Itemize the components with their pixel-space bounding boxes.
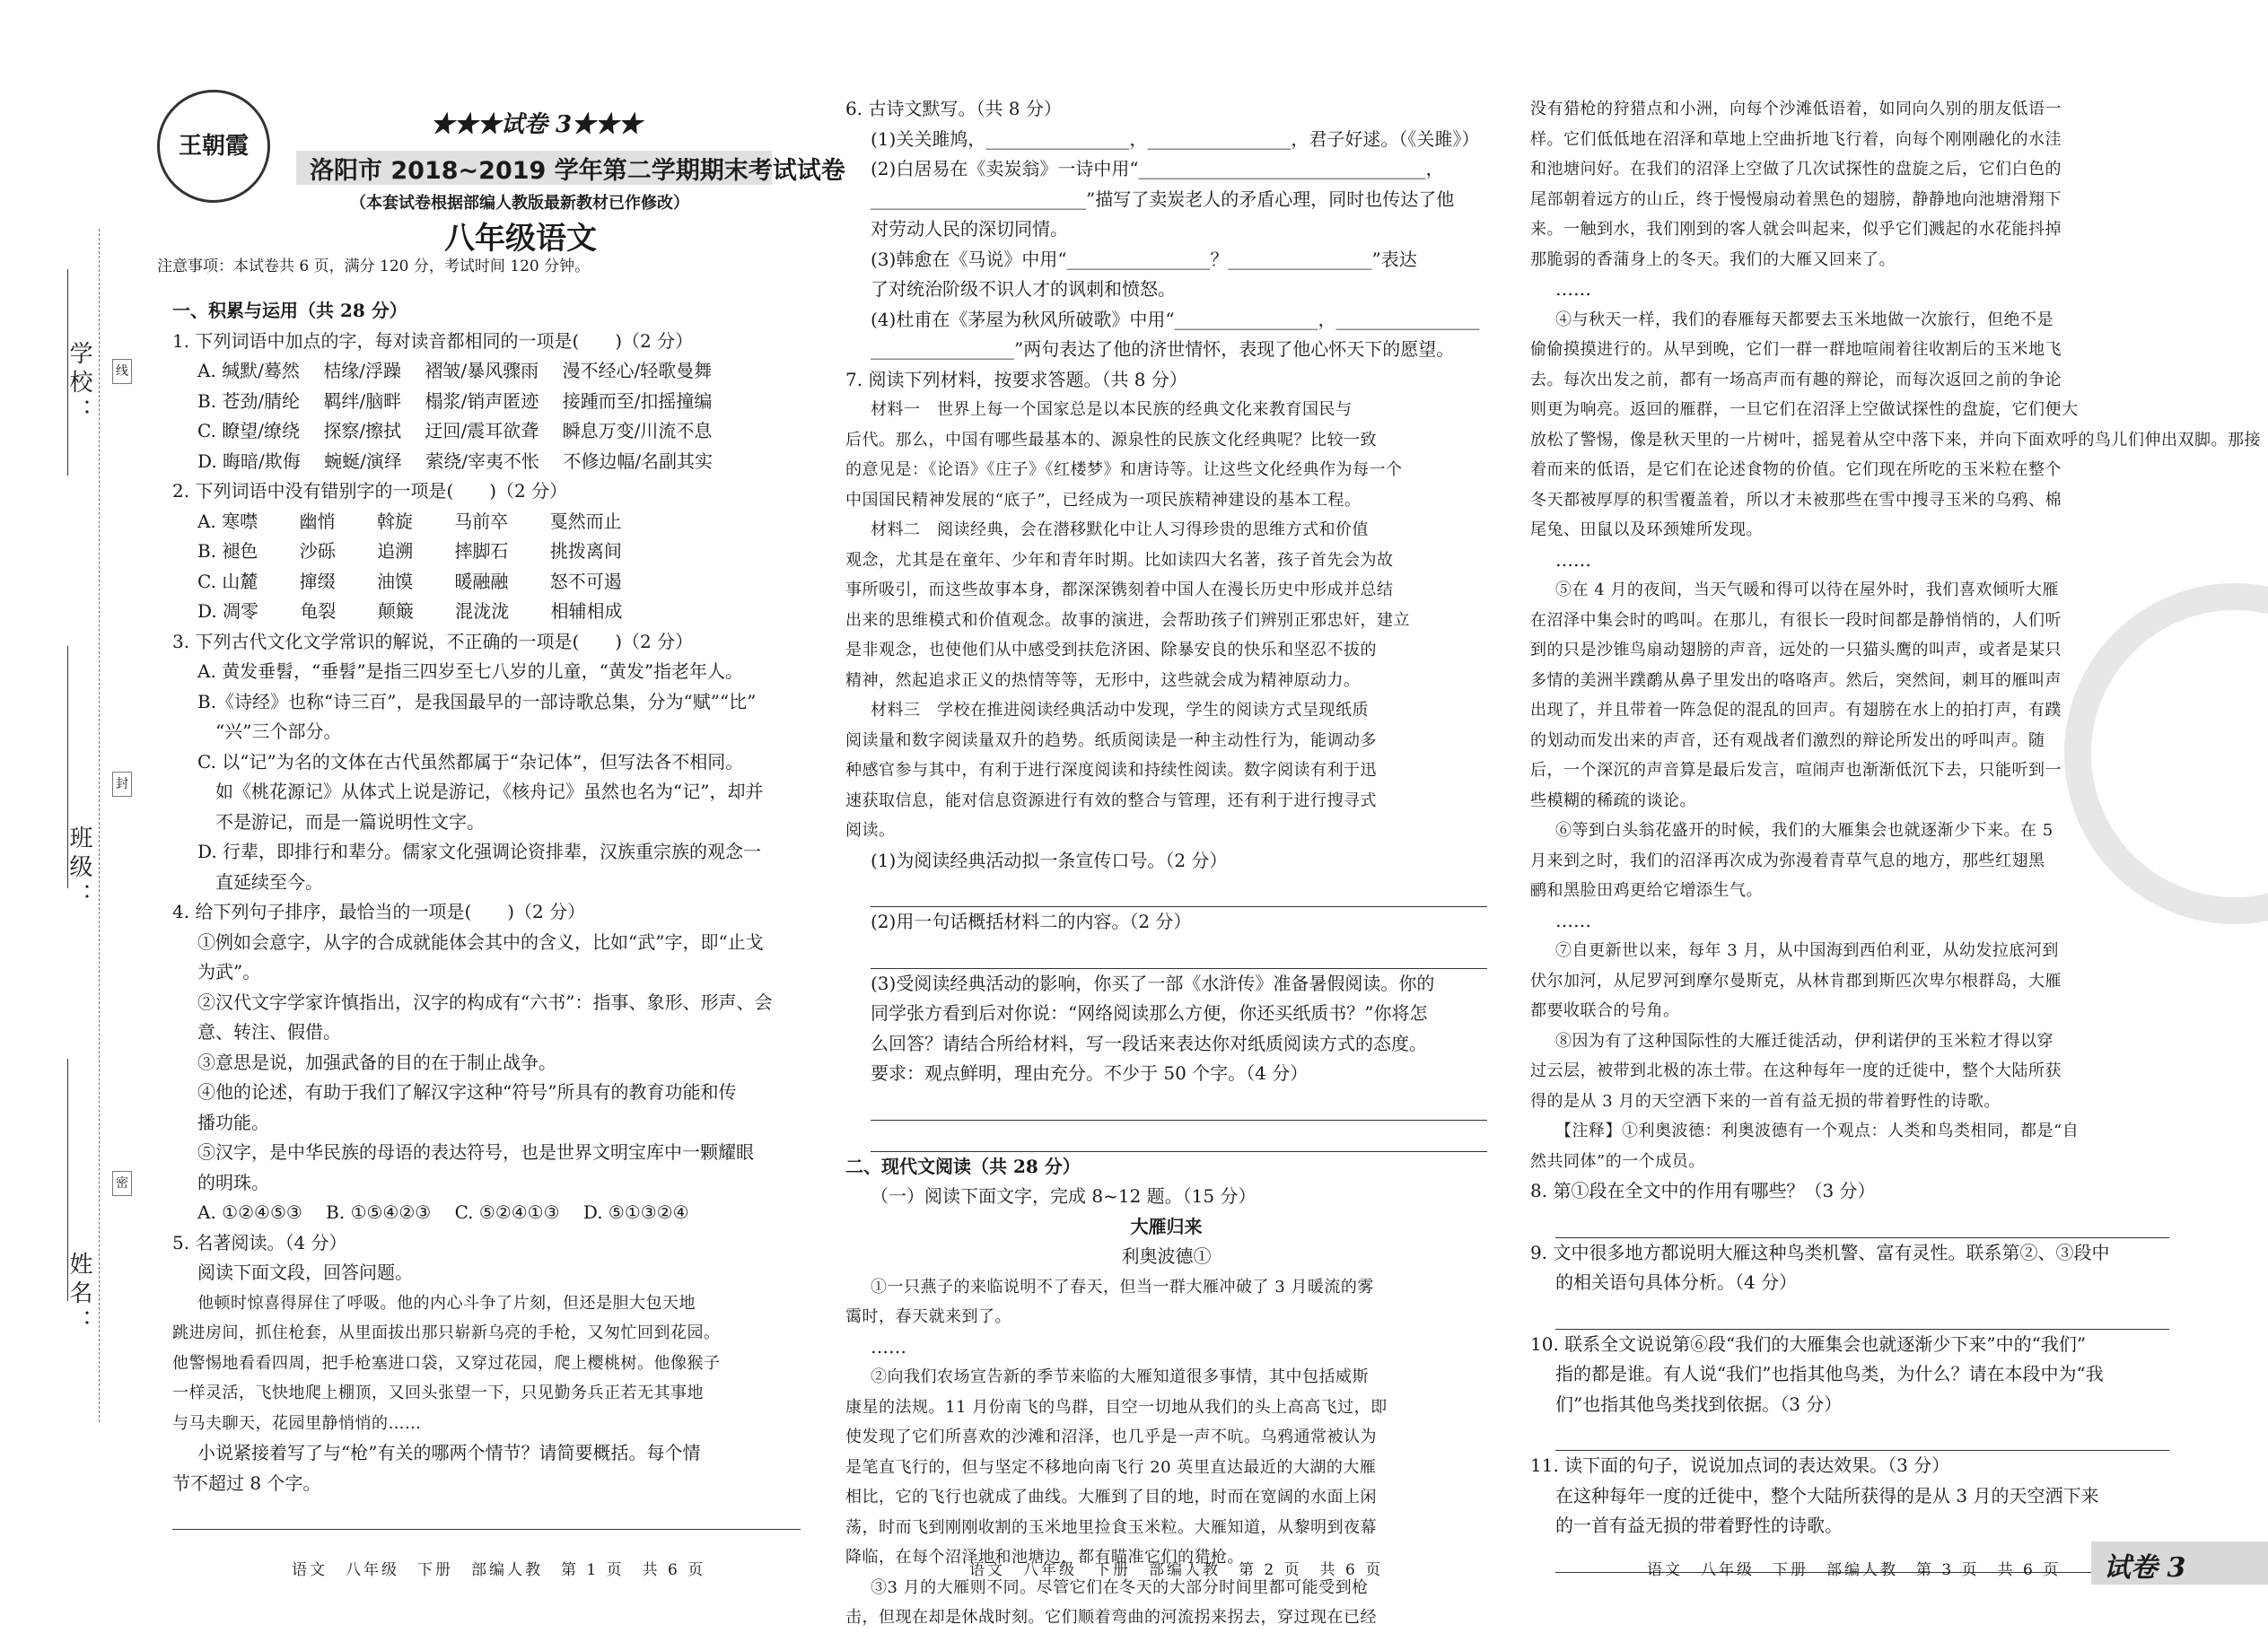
answer-line[interactable] (1555, 1298, 2169, 1330)
text-line: 意、转注、假借。 (197, 1021, 341, 1043)
text-line: 9. 文中很多地方都说明大雁这种鸟类机警、富有灵性。联系第②、③段中 (1530, 1241, 2110, 1263)
text-line: 尾兔、田鼠以及环颈雉所发现。 (1530, 520, 1763, 539)
text-line: 10. 联系全文说说第⑥段“我们的大雁集会也就逐渐少下来”中的“我们” (1530, 1332, 2087, 1355)
text-line: C. 瞭望/缭绕 探察/擦拭 迂回/震耳欲聋 瞬息万变/川流不息 (197, 420, 713, 441)
text-line: D. 行辈，即排行和辈分。儒家文化强调论资排辈，汉族重宗族的观念一 (197, 841, 762, 862)
text-line: 6. 古诗文默写。（共 8 分） (845, 98, 1062, 119)
text-line: 指的都是谁。有人说“我们”也指其他鸟类，为什么？请在本段中为“我 (1555, 1363, 2104, 1384)
text-line: ②向我们农场宣告新的季节来临的大雁知道很多事情，其中包括威斯 (871, 1367, 1369, 1386)
text-line: 么回答？请结合所给材料，写一段话来表达你对纸质阅读方式的态度。 (871, 1032, 1427, 1054)
text-line: 3. 下列古代文化文学常识的解说，不正确的一项是( )（2 分） (172, 630, 694, 652)
text-line: ③3 月的大雁则不同。尽管它们在冬天的大部分时间里都可能受到枪 (871, 1577, 1369, 1597)
text-line: 阅读下面文段，回答问题。 (197, 1262, 413, 1283)
text-line: 2. 下列词语中没有错别字的一项是( )（2 分） (172, 480, 568, 502)
text-line: 多情的美洲半蹼鹬从鼻子里发出的咯咯声。然后，突然间，刺耳的雁叫声 (1530, 670, 2062, 690)
binding-mark-seal: 封 (112, 772, 132, 797)
text-line: 跳进房间，抓住枪套，从里面拔出那只崭新乌亮的手枪，又匆忙回到花园。 (172, 1323, 721, 1342)
text-line: (2)白居易在《卖炭翁》一诗中用“________________________________， (871, 158, 1444, 179)
text-line: ①例如会意字，从字的合成就能体会其中的含义，比如“武”字，即“止戈 (197, 930, 764, 953)
text-line: 阅读。 (845, 821, 896, 840)
subject-title: 八年级语文 (444, 221, 597, 257)
answer-line[interactable] (1555, 1207, 2169, 1238)
text-line: 降临，在每个沼泽地和池塘边，都有瞄准它们的猎枪。 (845, 1548, 1244, 1567)
exam-notice: 注意事项：本试卷共 6 页，满分 120 分，考试时间 120 分钟。 (157, 258, 591, 275)
text-line: 观念，尤其是在童年、少年和青年时期。比如读四大名著，孩子首先会为故 (845, 550, 1394, 570)
text-line: 在沼泽中集会时的鸣叫。在那儿，有很长一段时间都是静悄悄的，人们听 (1530, 610, 2062, 630)
text-line: 们”也指其他鸟类找到依据。（3 分） (1555, 1393, 1843, 1415)
text-line: ④他的论述，有助于我们了解汉字这种“符号”所具有的教育功能和传 (197, 1081, 737, 1103)
answer-line[interactable] (1555, 1419, 2169, 1451)
footer-page-1: 语文 八年级 下册 部编人教 第 1 页 共 6 页 (292, 1561, 706, 1579)
text-line: A. 缄默/蓦然 桔缘/浮躁 褶皱/暴风骤雨 漫不经心/轻歌曼舞 (197, 360, 713, 381)
text-line: 大雁归来 (1130, 1215, 1203, 1237)
text-line: 放松了警惕，像是秋天里的一片树叶，摇晃着从空中落下来，并向下面欢呼的鸟儿们伸出双脚。那接 (1530, 430, 2261, 450)
text-line: ③意思是说，加强武备的目的在于制止战争。 (197, 1051, 556, 1073)
binding-dashed-line (99, 229, 100, 1422)
text-line: 5. 名著阅读。（4 分） (172, 1231, 347, 1253)
text-line: 同学张方看到后对你说：“网络阅读那么方便，你还买纸质书？”你将怎 (871, 1002, 1428, 1024)
page-2-column (845, 94, 1487, 1633)
name-line (67, 1059, 68, 1301)
text-line: 【注释】①利奥波德：利奥波德有一个观点：人类和鸟类相同，都是“自 (1555, 1122, 2080, 1140)
text-line: 和池塘问好。在我们的沼泽上空做了几次试探性的盘旋之后，它们白色的 (1530, 160, 2062, 179)
text-line: 到的只是沙锥鸟扇动翅膀的声音，远处的一只猫头鹰的叫声，或者是某只 (1530, 641, 2062, 659)
text-line: …… (1555, 278, 1591, 300)
text-line: 11. 读下面的句子，说说加点词的表达效果。（3 分） (1530, 1454, 1950, 1476)
text-line: B. 苍劲/腈纶 羁绊/脑畔 榻浆/销声匿迹 接踵而至/扣摇撞编 (197, 389, 713, 412)
text-line: …… (1555, 909, 1591, 931)
text-line: 月来到之时，我们的沼泽再次成为弥漫着青草气息的地方，那些红翅黑 (1530, 851, 2045, 870)
text-line: C. 以“记”为名的文体在古代虽然都属于“杂记体”，但写法各不相同。 (197, 750, 744, 773)
text-line: ⑤在 4 月的夜间，当天气暖和得可以待在屋外时，我们喜欢倾听大雁 (1555, 581, 2059, 599)
text-line: 荡，时而飞到刚刚收割的玉米地里捡食玉米粒。大雁知道，从黎明到夜幕 (845, 1517, 1377, 1537)
answer-line[interactable] (871, 1121, 1487, 1152)
text-line: 利奥波德① (1121, 1245, 1212, 1267)
text-line: ④与秋天一样，我们的春雁每天都要去玉米地做一次旅行，但绝不是 (1555, 310, 2053, 329)
name-label: 姓名： (66, 1252, 92, 1338)
text-line: 没有猎枪的狩猎点和小洲，向每个沙滩低语着，如同向久别的朋友低语一 (1530, 100, 2062, 118)
text-line: 在这种每年一度的迁徙中，整个大陆所获得的是从 3 月的天空洒下来 (1555, 1484, 2099, 1506)
text-line: 是笔直飞行的，但与坚定不移地向南飞行 20 英里直达最近的大湖的大雁 (845, 1457, 1377, 1477)
text-line: ②汉代文字学家许慎指出，汉字的构成有“六书”：指事、象形、形声、会 (197, 991, 773, 1013)
text-line: 播功能。 (197, 1111, 269, 1133)
text-line: 节不超过 8 个字。 (172, 1471, 321, 1494)
text-line: 出现了，并且带着一阵急促的混乱的回声。有翅膀在水上的拍打声，有蹼 (1530, 701, 2062, 720)
logo (157, 90, 270, 203)
binding-mark-dense: 密 (112, 1171, 132, 1196)
text-line: D. 晦暗/欺侮 蜿蜒/演绎 萦绕/宰夷不怅 不修边幅/名副其实 (197, 450, 714, 472)
text-line: 要求：观点鲜明，理由充分。不少于 50 个字。（4 分） (871, 1062, 1309, 1084)
text-line: 为武”。 (197, 961, 261, 982)
text-line: 种感官参与其中，有利于进行深度阅读和持续性阅读。数字阅读有利于迅 (845, 761, 1377, 780)
text-line: (3)韩愈在《马说》中用“________________？________________”表达 (871, 248, 1417, 270)
text-line: 他警惕地看看四周，把手枪塞进口袋，又穿过花园，爬上樱桃树。他像猴子 (172, 1353, 721, 1373)
answer-line[interactable] (871, 938, 1487, 969)
exam-title: 洛阳市 2018~2019 学年第二学期期末考试试卷 (310, 157, 845, 185)
text-line: 尾部朝着远方的山丘，终于慢慢扇动着黑色的翅膀，静静地向池塘滑翔下 (1530, 189, 2062, 209)
text-line: ①一只燕子的来临说明不了春天，但当一群大雁冲破了 3 月暖流的雾 (871, 1277, 1374, 1297)
text-line: 都要收联合的号角。 (1530, 1001, 1680, 1020)
text-line: 冬天都被厚厚的积雪覆盖着，所以才未被那些在雪中搜寻玉米的乌鸦、棉 (1530, 490, 2062, 510)
text-line: 那脆弱的香蒲身上的冬天。我们的大雁又回来了。 (1530, 249, 1896, 269)
text-line: ________________”两句表达了他的济世情怀，表现了他心怀天下的愿望。 (871, 338, 1455, 360)
text-line: 速获取信息，能对信息资源进行有效的整合与管理，还有利于进行搜寻式 (845, 790, 1377, 810)
text-line: (3)受阅读经典活动的影响，你买了一部《水浒传》准备暑假阅读。你的 (871, 972, 1435, 994)
page-1-column (172, 296, 801, 1530)
text-line: 对劳动人民的深切同情。 (871, 218, 1068, 240)
text-line: ⑤汉字，是中华民族的母语的表达符号，也是世界文明宝库中一颗耀眼 (197, 1141, 754, 1163)
footer-page-2: 语文 八年级 下册 部编人教 第 2 页 共 6 页 (969, 1561, 1384, 1579)
text-line: 中国国民精神发展的“底子”，已经成为一项民族精神建设的基本工程。 (845, 490, 1362, 510)
text-line: (4)杜甫在《茅屋为秋风所破歌》中用“________________，________________ (871, 308, 1480, 330)
class-label: 班级： (66, 825, 92, 912)
text-line: 事所吸引，而这些故事本身，都深深镌刻着中国人在漫长历史中形成并总结 (845, 581, 1394, 599)
text-line: 来。一触到水，我们刚到的客人就会叫起来，似乎它们溅起的水花能抖掉 (1530, 220, 2062, 239)
text-line: 后代。那么，中国有哪些最基本的、源泉性的民族文化经典呢？比较一致 (845, 430, 1377, 450)
text-line: A. ①②④⑤③ B. ①⑤④②③ C. ⑤②④①③ D. ⑤①③②④ (197, 1201, 689, 1223)
text-line: 康星的法规。11 月份南飞的鸟群，目空一切地从我们的头上高高飞过，即 (845, 1397, 1388, 1417)
logo-text: 王朝霞 (178, 133, 249, 160)
text-line: A. 黄发垂髫，“垂髫”是指三四岁至七八岁的儿童，“黄发”指老年人。 (197, 660, 744, 682)
text-line: 使发现了它们所喜欢的沙滩和沼泽，也几乎是一声不吭。乌鸦通常被认为 (845, 1428, 1377, 1446)
text-line: 8. 第①段在全文中的作用有哪些？（3 分） (1530, 1180, 1876, 1201)
text-line: 材料二 阅读经典，会在潜移默化中让人习得珍贵的思维方式和价值 (871, 520, 1369, 539)
text-line: 出来的思维模式和价值观念。故事的演进，会帮助孩子们辨别正邪忠奸，建立 (845, 610, 1410, 630)
text-line: 击，但现在却是休战时刻。它们顺着弯曲的河流拐来拐去，穿过现在已经 (845, 1608, 1377, 1627)
school-label: 学校： (66, 341, 92, 427)
text-line: ⑦自更新世以来，每年 3 月，从中国海到西伯利亚，从幼发拉底河到 (1555, 941, 2059, 960)
text-line: ________________________”描写了卖炭老人的矛盾心理，同时也传达了他 (871, 188, 1455, 210)
text-line: (1)为阅读经典活动拟一条宣传口号。（2 分） (871, 849, 1228, 871)
text-line: 的一首有益无损的带着野性的诗歌。 (1555, 1515, 1843, 1536)
text-line: B.《诗经》也称“诗三百”，是我国最早的一部诗歌总集，分为“赋”“比” (197, 690, 757, 712)
page-3-column (1530, 94, 2261, 1573)
class-line (67, 646, 68, 888)
binding-mark-line: 线 (112, 359, 132, 384)
text-line: 4. 给下列句子排序，最恰当的一项是( )（2 分） (172, 901, 586, 922)
exam-subtitle: （本套试卷根据部编人教版最新教材已作修改） (350, 194, 689, 213)
text-line: …… (871, 1335, 906, 1358)
text-line: （一）阅读下面文字，完成 8~12 题。（15 分） (871, 1185, 1257, 1207)
text-line: 的明珠。 (197, 1171, 269, 1193)
text-line: 一样灵活，飞快地爬上棚顶，又回头张望一下，只见勤务兵正若无其事地 (172, 1384, 704, 1402)
text-line: 然共同体”的一个成员。 (1530, 1151, 1705, 1171)
text-line: 阅读量和数字阅读量双升的趋势。纸质阅读是一种主动性行为，能调动多 (845, 730, 1377, 750)
text-line: B. 褪色 沙砾 追溯 摔脚石 挑拨离间 (197, 540, 622, 562)
footer-page-3: 语文 八年级 下册 部编人教 第 3 页 共 6 页 (1647, 1561, 2062, 1579)
text-line: ⑧因为有了这种国际性的大雁迁徙活动，伊利诺伊的玉米粒才得以穿 (1555, 1031, 2053, 1051)
text-line: 的划动而发出来的声音，还有观战者们激烈的辩论所发出的呼叫声。随 (1530, 730, 2045, 750)
text-line: 直延续至今。 (215, 870, 323, 893)
text-line: …… (1555, 548, 1591, 571)
text-line: 过云层，被带到北极的冻土带。在这种每年一度的迁徙中，整个大陆所获 (1530, 1061, 2062, 1080)
answer-line[interactable] (871, 1089, 1487, 1121)
paper-badge: ★★★试卷 3★★★ (431, 111, 643, 138)
text-line: 了对统治阶级不识人才的讽刺和愤怒。 (871, 278, 1176, 300)
text-line: 的相关语句具体分析。（4 分） (1555, 1271, 1798, 1293)
text-line: C. 山麓 撺缀 油馍 暖融融 怒不可遏 (197, 570, 622, 592)
text-line: A. 寒噤 幽悄 斡旋 马前卒 戛然而止 (197, 510, 622, 532)
text-line: 后，一个深沉的声音算是最后发言，喧闹声也渐渐低沉下去，只能听到一 (1530, 761, 2062, 780)
text-line: 偷偷摸摸进行的。从早到晚，它们一群一群地喧闹着往收割后的玉米地飞 (1530, 340, 2062, 359)
text-line: ⑥等到白头翁花盛开的时候，我们的大雁集会也就逐渐少下来。在 5 (1555, 821, 2053, 840)
text-line: 去。每次出发之前，都有一场高声而有趣的辩论，而每次返回之前的争论 (1530, 370, 2062, 389)
text-line: 着而来的低语，是它们在论述食物的价值。它们现在所吃的玉米粒在整个 (1530, 460, 2062, 479)
text-line: 样。它们低低地在沼泽和草地上空曲折地飞行着，向每个刚刚融化的水洼 (1530, 129, 2062, 149)
text-line: 材料一 世界上每一个国家总是以本民族的经典文化来教育国民与 (871, 400, 1353, 419)
text-line: 一、积累与运用（共 28 分） (172, 300, 407, 321)
text-line: 7. 阅读下列材料，按要求答题。（共 8 分） (845, 368, 1187, 390)
text-line: 与马夫聊天，花园里静悄悄的…… (172, 1413, 422, 1433)
text-line: 些模糊的稀疏的谈论。 (1530, 790, 1696, 810)
text-line: 相比，它的飞行也就成了曲线。大雁到了目的地，时而在宽阔的水面上闲 (845, 1488, 1377, 1506)
text-line: 伏尔加河，从尼罗河到摩尔曼斯克，从林肯郡到斯匹次卑尔根群岛，大雁 (1530, 971, 2062, 991)
text-line: (1)关关雎鸠，________________，________________，君子好逑。（《关雎》） (871, 127, 1480, 150)
text-line: 精神，然起追求正义的热情等等，无形中，这些就会成为精神原动力。 (845, 670, 1361, 690)
text-line: 他顿时惊喜得屏住了呼吸。他的内心斗争了片刻，但还是胆大包天地 (197, 1293, 696, 1313)
text-line: 材料三 学校在推进阅读经典活动中发现，学生的阅读方式呈现纸质 (871, 701, 1369, 720)
text-line: 则更为响亮。返回的雁群，一旦它们在沼泽上空做试探性的盘旋，它们便大 (1530, 400, 2079, 419)
answer-line[interactable] (871, 876, 1487, 907)
text-line: D. 凋零 龟裂 颠簸 混泷泷 相辅相成 (197, 600, 623, 622)
answer-line[interactable] (172, 1498, 801, 1530)
text-line: 二、现代文阅读（共 28 分） (845, 1155, 1081, 1177)
text-line: 如《桃花源记》从体式上说是游记，《核舟记》虽然也名为“记”，却并 (215, 781, 764, 802)
text-line: “兴”三个部分。 (215, 720, 342, 742)
corner-badge-text: 试卷 3 (2104, 1552, 2186, 1584)
text-line: 不是游记，而是一篇说明性文字。 (215, 810, 485, 833)
text-line: 霭时，春天就来到了。 (845, 1307, 1011, 1326)
text-line: 小说紧接着写了与“枪”有关的哪两个情节？请简要概括。每个情 (197, 1442, 701, 1463)
text-line: 1. 下列词语中加点的字，每对读音都相同的一项是( )（2 分） (172, 329, 694, 352)
text-line: 的意见是：《论语》《庄子》《红楼梦》和唐诗等。让这些文化经典作为每一个 (845, 460, 1403, 479)
text-line: 得的是从 3 月的天空洒下来的一首有益无损的带着野性的诗歌。 (1530, 1091, 2001, 1111)
text-line: 是非观念，也使他们从中感受到扶危济困、除暴安良的快乐和坚忍不拔的 (845, 641, 1377, 659)
corner-badge (2091, 1541, 2268, 1585)
text-line: 鹂和黑脸田鸡更给它增添生气。 (1530, 881, 1763, 900)
school-line (67, 269, 68, 476)
text-line: (2)用一句话概括材料二的内容。（2 分） (871, 911, 1192, 932)
